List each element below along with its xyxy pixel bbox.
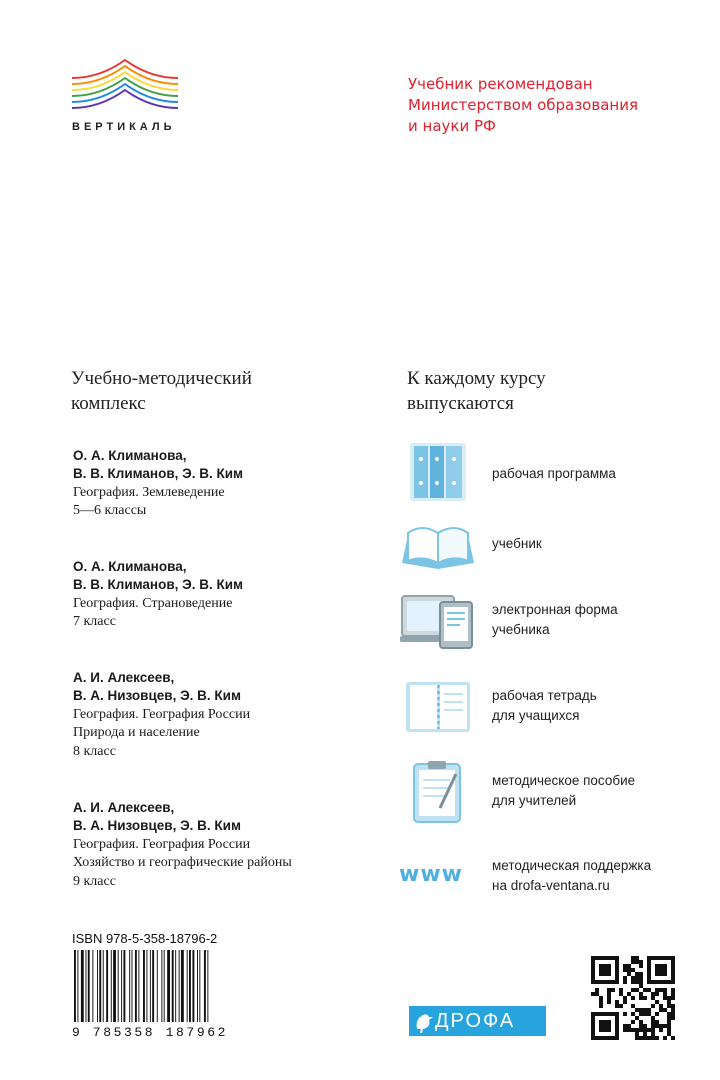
qr-code-icon	[591, 956, 675, 1040]
book-entry: А. И. Алексеев, В. А. Низовцев, Э. В. Ким География. География России Хозяйство и географические районы 9 класс	[73, 800, 292, 889]
item-label: методическая поддержка на drofa-ventana.ru	[492, 858, 652, 893]
item-label: электронная форма учебника	[492, 602, 618, 637]
open-book-icon	[400, 515, 476, 579]
series-heading: К каждому курсу выпускаются	[407, 368, 546, 414]
bustard-bird-icon	[413, 1009, 435, 1033]
ean-number: 9 785358 187962	[72, 1025, 229, 1040]
devices-icon	[400, 588, 476, 652]
recommendation-text: Учебник рекомендован Министерством образования и науки РФ	[408, 75, 638, 135]
logo-text: ВЕРТИКАЛЬ	[72, 121, 176, 133]
www-icon: www	[399, 862, 463, 887]
item-label: рабочая тетрадь для учащихся	[492, 688, 597, 723]
book-entry: А. И. Алексеев, В. А. Низовцев, Э. В. Ким География. География России Природа и население 8 класс	[73, 670, 251, 759]
item-label: рабочая программа	[492, 466, 616, 481]
complex-heading: Учебно-методический комплекс	[71, 368, 252, 414]
workbook-icon	[400, 676, 476, 740]
program-binder-icon	[400, 441, 476, 505]
clipboard-icon	[400, 760, 476, 824]
book-entry: О. А. Климанова, В. В. Климанов, Э. В. Ким География. Страноведение 7 класс	[73, 559, 244, 630]
barcode-icon	[72, 950, 250, 1024]
item-label: методическое пособие для учителей	[492, 773, 636, 808]
book-entry: О. А. Климанова, В. В. Климанов, Э. В. Ким География. Землеведение 5—6 классы	[73, 448, 244, 519]
publisher-name: ДРОФА	[435, 1010, 516, 1032]
item-label: учебник	[492, 536, 542, 551]
vertikal-logo-icon	[70, 56, 180, 116]
isbn-text: ISBN 978-5-358-18796-2	[72, 931, 218, 946]
